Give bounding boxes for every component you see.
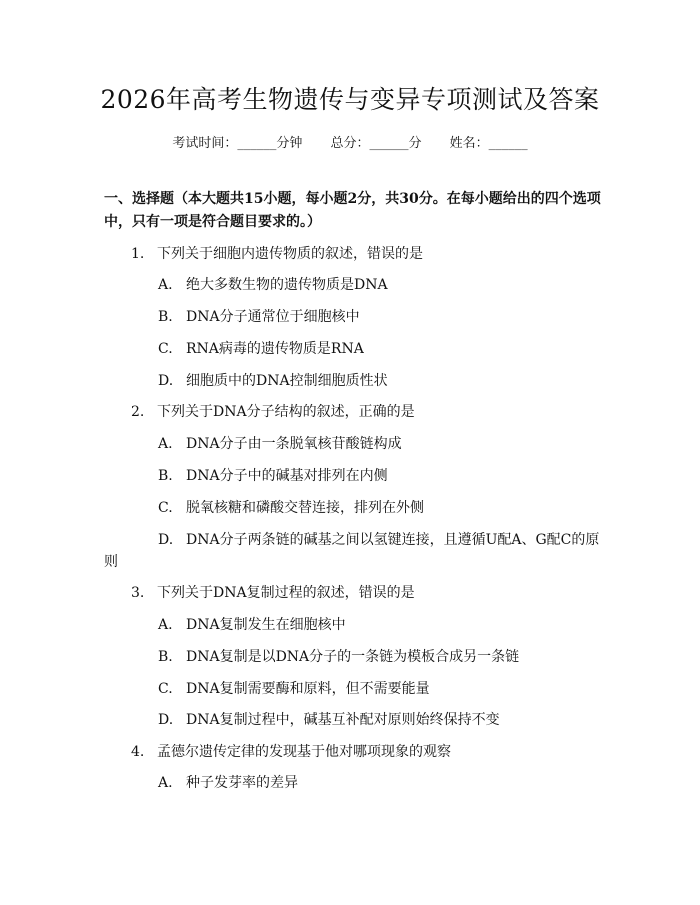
option-key: D. xyxy=(158,373,174,389)
option-key: B. xyxy=(158,309,173,325)
option-text: DNA复制过程中，碱基互补配对原则始终保持不变 xyxy=(186,712,500,728)
exam-meta xyxy=(0,132,700,151)
option-key: C. xyxy=(158,341,173,357)
section-header: 一、选择题（本大题共15小题，每小题2分，共30分。在每小题给出的四个选项中，只有一项是符合题目要求的。） xyxy=(104,191,601,230)
question-stem xyxy=(131,743,451,761)
option-text: DNA分子两条链的碱基之间以氢键连接，且遵循U配A、G配C的原 xyxy=(186,532,600,548)
option-text: DNA复制需要酶和原料，但不需要能量 xyxy=(186,681,430,697)
option-key: C. xyxy=(158,681,173,697)
option-key: A. xyxy=(158,436,173,452)
question-text: 下列关于DNA分子结构的叙述，正确的是 xyxy=(157,404,415,420)
option-key: D. xyxy=(158,532,174,548)
option-text: DNA分子通常位于细胞核中 xyxy=(186,309,360,325)
option-key: A. xyxy=(158,277,173,293)
option-item xyxy=(158,372,388,390)
option-item xyxy=(158,680,430,698)
option-item xyxy=(158,499,424,517)
option-text: 绝大多数生物的遗传物质是DNA xyxy=(186,277,388,293)
option-item xyxy=(158,531,599,549)
option-key: B. xyxy=(158,468,173,484)
option-key: D. xyxy=(158,712,174,728)
option-text: 细胞质中的DNA控制细胞质性状 xyxy=(186,373,388,389)
option-key: C. xyxy=(158,500,173,516)
option-item xyxy=(158,467,388,485)
option-item xyxy=(158,340,364,358)
question-text: 孟德尔遗传定律的发现基于他对哪项现象的观察 xyxy=(157,744,451,760)
question-number: 4. xyxy=(131,744,145,760)
page-title: 2026年高考生物遗传与变异专项测试及答案 xyxy=(100,85,600,114)
option-item xyxy=(158,648,519,666)
question-stem xyxy=(131,403,415,421)
option-item xyxy=(158,276,388,294)
question-number: 1. xyxy=(131,246,145,262)
option-text: DNA分子中的碱基对排列在内侧 xyxy=(186,468,388,484)
question-text: 下列关于细胞内遗传物质的叙述，错误的是 xyxy=(157,246,423,262)
option-key: A. xyxy=(158,617,173,633)
option-key: A. xyxy=(158,775,173,791)
question-number: 3. xyxy=(131,585,145,601)
option-key: B. xyxy=(158,649,173,665)
option-text: RNA病毒的遗传物质是RNA xyxy=(186,341,364,357)
question-stem xyxy=(131,245,423,263)
option-item xyxy=(158,711,500,729)
option-text: 种子发芽率的差异 xyxy=(186,775,298,791)
question-stem xyxy=(131,584,415,602)
exam-time-field: 考试时间：______分钟 xyxy=(172,136,303,151)
student-name-field: 姓名：______ xyxy=(449,136,528,151)
question-number: 2. xyxy=(131,404,145,420)
option-text-wrap: 则 xyxy=(104,554,118,570)
total-score-field: 总分：______分 xyxy=(330,136,422,151)
option-text: 脱氧核糖和磷酸交替连接，排列在外侧 xyxy=(186,500,424,516)
option-text: DNA复制是以DNA分子的一条链为模板合成另一条链 xyxy=(186,649,520,665)
option-item xyxy=(158,308,360,326)
option-text: DNA分子由一条脱氧核苷酸链构成 xyxy=(186,436,402,452)
option-item xyxy=(158,616,346,634)
option-text: DNA复制发生在细胞核中 xyxy=(186,617,346,633)
question-text: 下列关于DNA复制过程的叙述，错误的是 xyxy=(157,585,415,601)
option-item xyxy=(158,435,402,453)
option-item xyxy=(158,774,298,792)
